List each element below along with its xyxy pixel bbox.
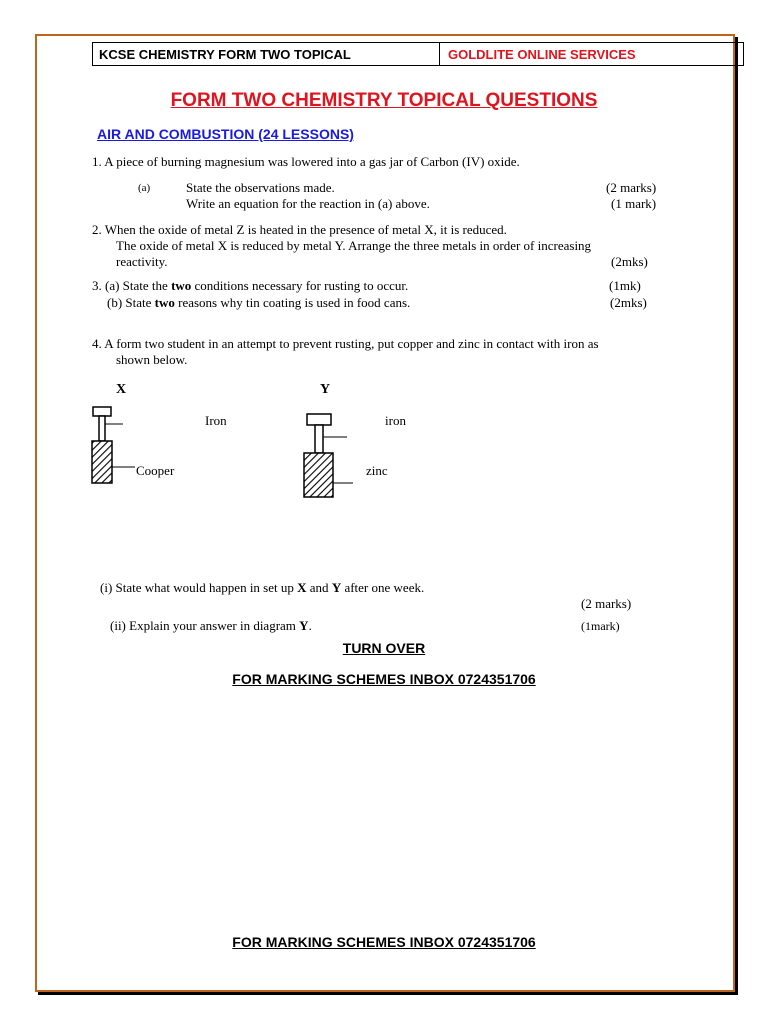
q4-i-pre: (i) State what would happen in set up bbox=[100, 580, 298, 595]
q4-ii-marks: (1mark) bbox=[581, 619, 620, 633]
turn-over-note: TURN OVER bbox=[342, 640, 426, 656]
topic-subtitle: AIR AND COMBUSTION (24 LESSONS) bbox=[97, 126, 354, 142]
q4-line2: shown below. bbox=[116, 352, 188, 367]
zinc-block-y bbox=[304, 453, 333, 497]
header-left: KCSE CHEMISTRY FORM TWO TOPICAL bbox=[93, 43, 440, 65]
diagram-y-label: Y bbox=[320, 382, 331, 397]
q1-b-text: Write an equation for the reaction in (a) above. bbox=[186, 196, 430, 211]
q2-marks: (2mks) bbox=[611, 254, 648, 269]
page-border bbox=[35, 34, 735, 992]
q4-ii bbox=[110, 618, 312, 634]
q2-line2: The oxide of metal X is reduced by metal Y. Arrange the three metals in order of increasing bbox=[116, 238, 592, 253]
marking-scheme-note: FOR MARKING SCHEMES INBOX 0724351706 bbox=[232, 671, 536, 687]
q3-a-post: conditions necessary for rusting to occur. bbox=[191, 278, 409, 293]
marking-scheme-note-bottom: FOR MARKING SCHEMES INBOX 0724351706 bbox=[232, 934, 536, 950]
page-title: FORM TWO CHEMISTRY TOPICAL QUESTIONS bbox=[170, 90, 598, 111]
q3-b-marks: (2mks) bbox=[610, 295, 647, 310]
diagram-x bbox=[85, 400, 145, 490]
diagram-x-metal-label: Cooper bbox=[136, 463, 175, 478]
header-table bbox=[92, 42, 744, 66]
header-right: GOLDLITE ONLINE SERVICES bbox=[448, 46, 636, 62]
q2-line1: 2. When the oxide of metal Z is heated in the presence of metal X, it is reduced. bbox=[92, 222, 507, 237]
q2-line3: reactivity. bbox=[116, 254, 168, 269]
q4-ii-y: Y bbox=[299, 618, 309, 633]
q4-ii-pre: (ii) Explain your answer in diagram bbox=[110, 618, 300, 633]
q1-a-marks: (2 marks) bbox=[606, 180, 657, 195]
q3-a-marks: (1mk) bbox=[609, 278, 641, 293]
q4-i-post: after one week. bbox=[341, 580, 425, 595]
q3-a-pre: 3. (a) State the bbox=[92, 278, 172, 293]
q4-i-y: Y bbox=[331, 580, 342, 595]
q3-a bbox=[92, 278, 408, 294]
q3-b-pre: (b) State bbox=[107, 295, 155, 310]
diagram-x-label: X bbox=[116, 382, 127, 397]
diagram-y-metal-label: zinc bbox=[366, 463, 388, 478]
diagram-x-iron-label: Iron bbox=[205, 413, 227, 428]
diagram-y bbox=[295, 405, 365, 505]
q1-a-label: (a) bbox=[138, 182, 151, 194]
q4-i-marks: (2 marks) bbox=[581, 596, 632, 611]
q1-text: 1. A piece of burning magnesium was lowered into a gas jar of Carbon (IV) oxide. bbox=[92, 154, 520, 169]
diagram-y-iron-label: iron bbox=[385, 413, 406, 428]
q1-b-marks: (1 mark) bbox=[611, 196, 657, 211]
q4-ii-post: . bbox=[308, 618, 312, 633]
copper-coil-x bbox=[92, 441, 112, 483]
iron-nail-y bbox=[307, 414, 331, 453]
q1-a-text: State the observations made. bbox=[186, 180, 335, 195]
q3-b bbox=[107, 295, 410, 311]
q3-b-bold: two bbox=[154, 295, 175, 310]
q3-a-bold: two bbox=[171, 278, 192, 293]
q4-i-and: and bbox=[306, 580, 332, 595]
q4-line1: 4. A form two student in an attempt to prevent rusting, put copper and zinc in contact with iron as bbox=[92, 336, 599, 351]
q4-i bbox=[100, 580, 424, 596]
q3-b-post: reasons why tin coating is used in food cans. bbox=[174, 295, 411, 310]
q4-i-x: X bbox=[297, 580, 307, 595]
